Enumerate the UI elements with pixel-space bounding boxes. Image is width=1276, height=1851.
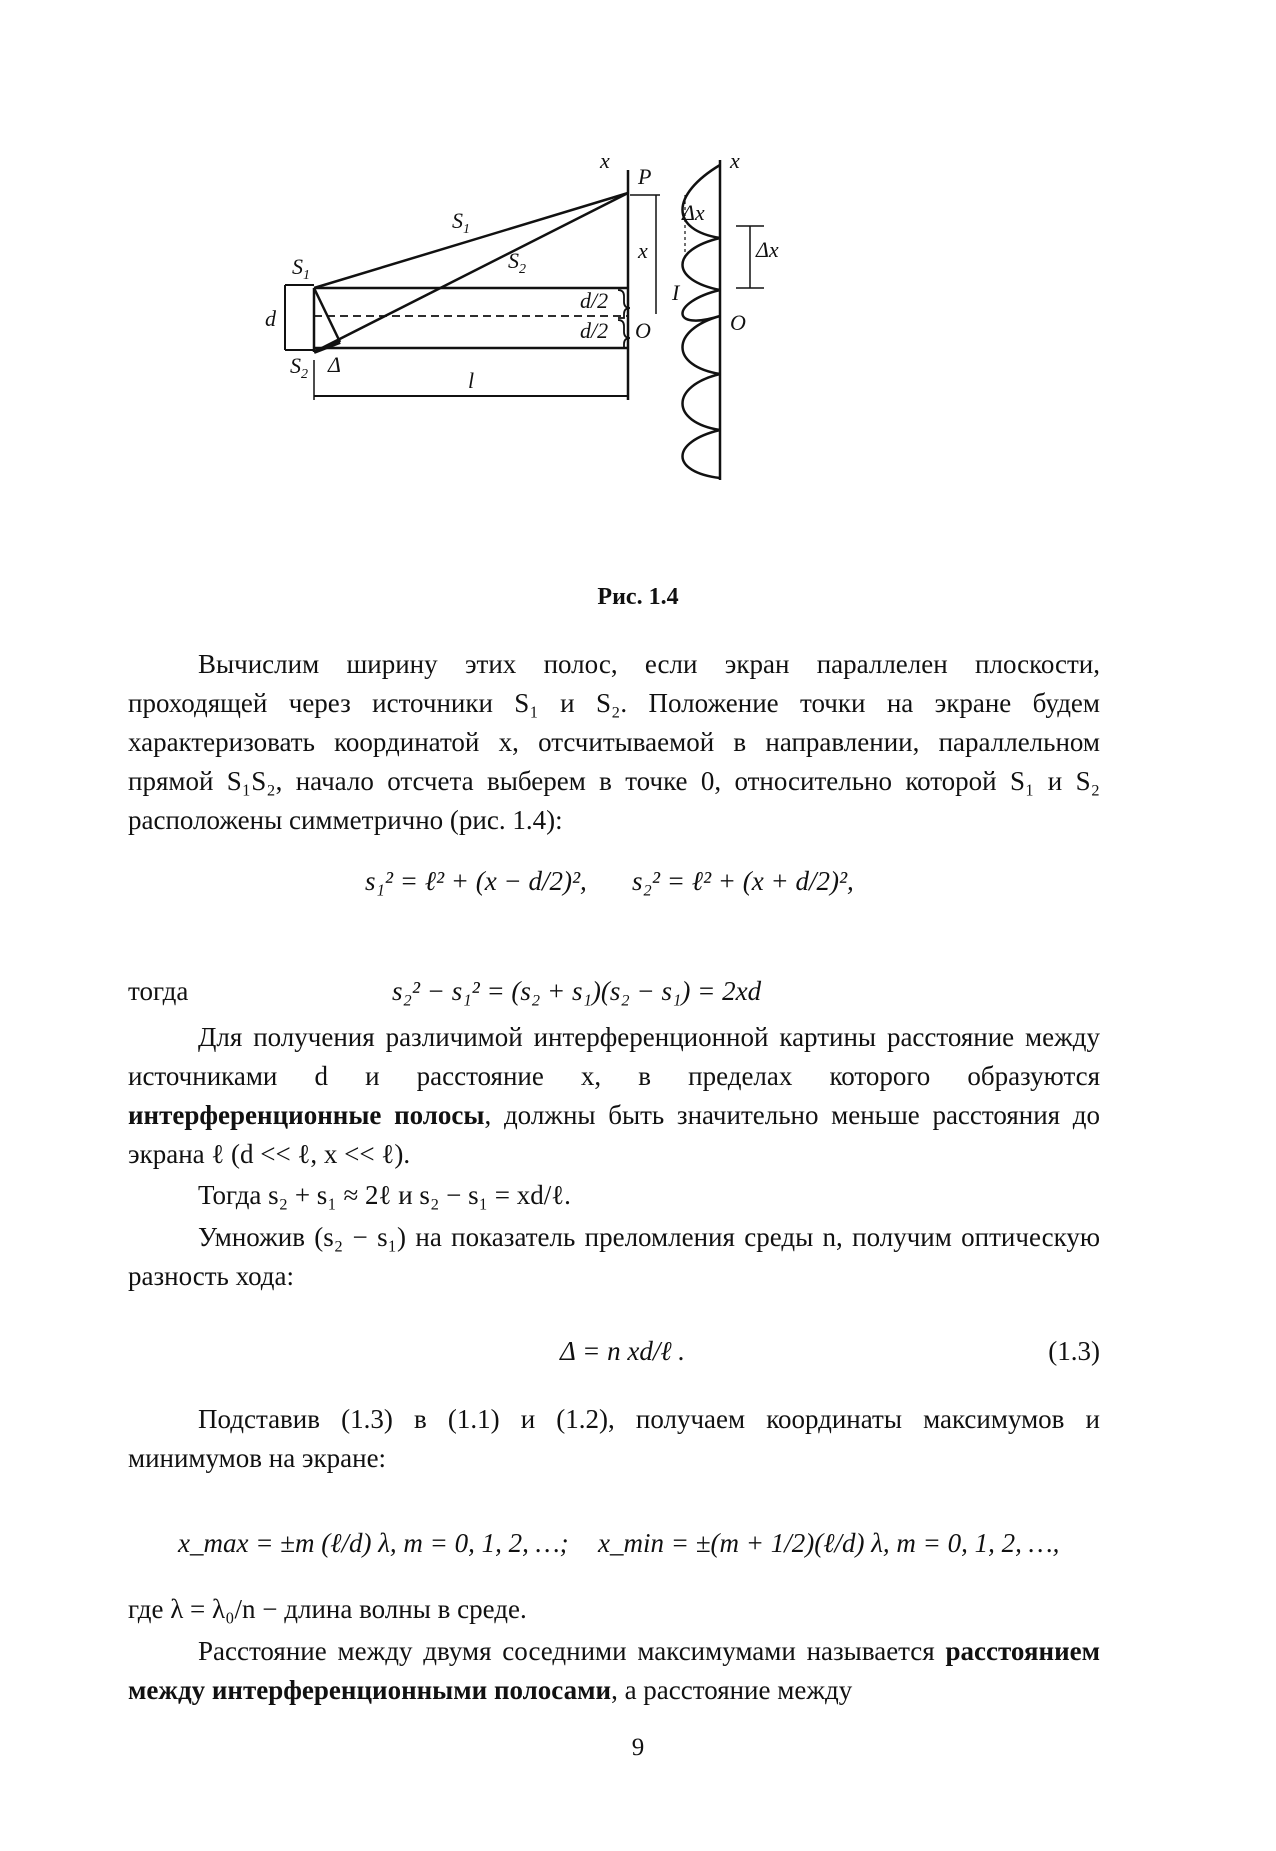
label-l: l [468,368,475,393]
label-delta-x-2: Δx [756,237,779,262]
equation-difference: s₂² − s₁² = (s₂ + s₁)(s₂ − s₁) = 2xd [392,976,762,1006]
label-O-screen: O [635,318,651,343]
then-label: тогда [128,976,189,1006]
label-half-d-top: d/2 [580,288,609,313]
label-ray-s2: $S_2$ [508,248,526,277]
bold-fringe-spacing: расстоянием между интерференционными полосами [128,1636,1101,1705]
equation-number: (1.3) [1048,1336,1100,1366]
equation-x-min: x_min = ±(m + 1/2)(ℓ/d) λ, m = 0, 1, 2, …, [598,1528,1060,1558]
label-x-axis-top: x [600,148,610,173]
paragraph-7: Расстояние между двумя соседними максимумами называется расстоянием между интерференционными полосами, а расстояние между [128,1636,1101,1705]
label-delta: Δ [328,352,341,377]
paragraph-6: где λ = λ₀/n − длина волны в среде. [128,1594,527,1624]
label-x-graph: x [730,148,740,173]
label-half-d-bottom: d/2 [580,318,609,343]
paragraph-4: Умножив (s₂ − s₁) на показатель преломления среды n, получим оптическую разность хода: [128,1222,1100,1291]
paragraph-5: Подставив (1.3) в (1.1) и (1.2), получаем координаты максимумов и минимумов на экране: [128,1404,1100,1473]
label-O-graph: O [730,310,746,335]
bold-interference-fringes: интерференционные полосы [128,1100,485,1130]
interference-figure [265,148,900,590]
paragraph-3: Тогда s₂ + s₁ ≈ 2ℓ и s₂ − s₁ = xd/ℓ. [198,1180,571,1210]
figure-caption: Рис. 1.4 [597,584,679,610]
label-I: I [672,280,680,305]
label-ray-s1: $S_1$ [452,208,470,237]
label-d: d [265,306,276,331]
label-x-dist: x [638,238,648,263]
equation-delta: Δ = n xd/ℓ . [560,1336,686,1366]
equation-s1-squared: s₁² = ℓ² + (x − d/2)², [365,866,587,896]
page-number: 9 [631,1734,645,1761]
label-s2-source: $S_2$ [290,353,308,382]
label-s1-source: $S_1$ [292,254,310,283]
equation-x-max: x_max = ±m (ℓ/d) λ, m = 0, 1, 2, …; [178,1528,569,1558]
equation-s2-squared: s₂² = ℓ² + (x + d/2)², [632,866,854,896]
label-P: P [638,164,652,189]
label-delta-x-1: Δx [682,200,705,225]
two-slit-diagram [265,148,900,590]
paragraph-1: Вычислим ширину этих полос, если экран параллелен плоскости, проходящей через источники S₁ и S₂. Положение точки на экране будем характеризовать координатой x, отсчитываемой в направлении, параллельном прямой S₁S₂, начало отсчета выберем в точке 0, относительно которой S₁ и S₂ расположены симметрично (рис. 1.4): [128,649,1100,835]
paragraph-2: Для получения различимой интерференционной картины расстояние между источниками d и расстояние x, в пределах которого образуются интерференционные полосы, должны быть значительно меньше расстояния до экрана ℓ (d << ℓ, x << ℓ). [128,1022,1100,1169]
delta-perpendicular [314,288,340,342]
